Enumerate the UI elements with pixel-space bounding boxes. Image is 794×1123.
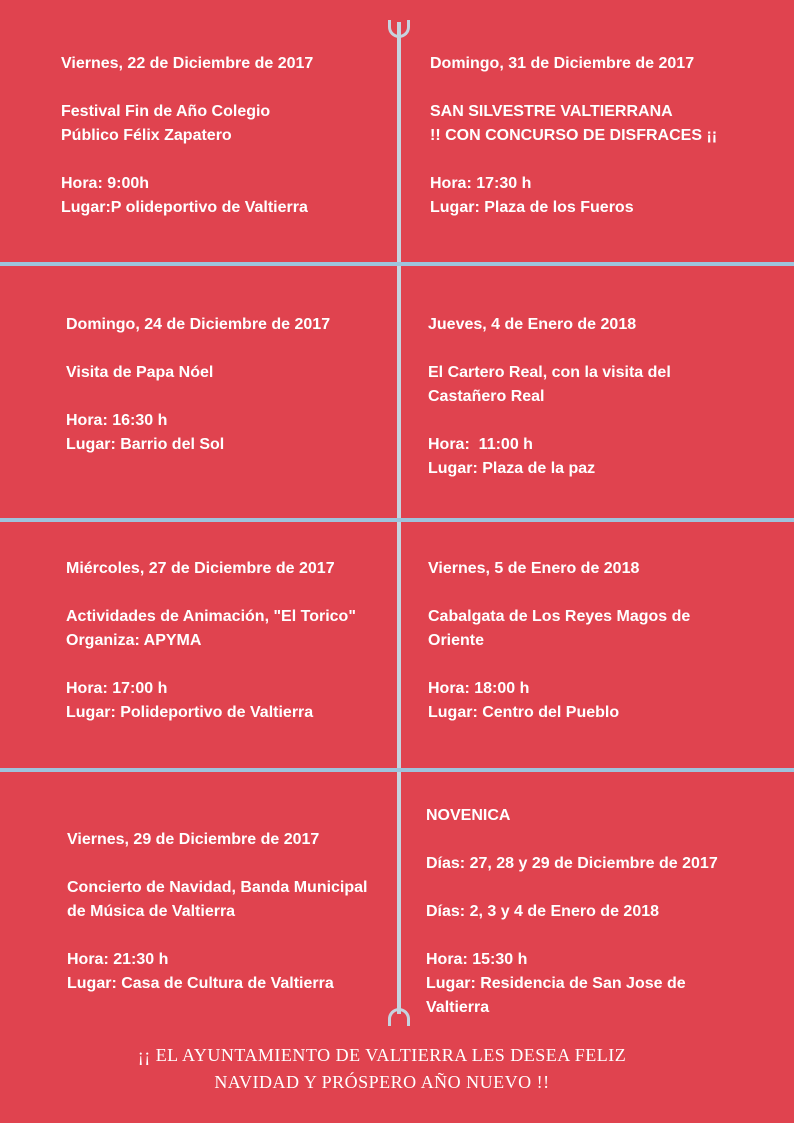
event-card bbox=[428, 313, 671, 481]
event-title: Actividades de Animación, "El Torico" bbox=[66, 608, 356, 625]
event-time: Hora: 11:00 h bbox=[428, 436, 533, 453]
event-time: Hora: 9:00h bbox=[61, 175, 150, 192]
event-time: Hora: 17:00 h bbox=[66, 680, 168, 697]
novena-days: Días: 27, 28 y 29 de Diciembre de 2017 bbox=[426, 855, 718, 872]
event-place: Lugar: Polideportivo de Valtierra bbox=[66, 704, 314, 721]
event-title: Público Félix Zapatero bbox=[61, 127, 232, 144]
event-title: Festival Fin de Año Colegio bbox=[61, 103, 271, 120]
event-card bbox=[428, 557, 690, 725]
event-title: !! CON CONCURSO DE DISFRACES ¡¡ bbox=[430, 127, 718, 144]
event-title: Cabalgata de Los Reyes Magos de bbox=[428, 608, 691, 625]
greeting-line: NAVIDAD Y PRÓSPERO AÑO NUEVO !! bbox=[214, 1072, 550, 1092]
event-time: Hora: 21:30 h bbox=[67, 951, 169, 968]
row-divider bbox=[0, 768, 794, 772]
event-place: Lugar: Centro del Pueblo bbox=[428, 704, 620, 721]
event-card bbox=[66, 313, 330, 457]
timeline-bottom-hook bbox=[388, 1008, 410, 1026]
event-date: Miércoles, 27 de Diciembre de 2017 bbox=[66, 560, 335, 577]
event-title: Castañero Real bbox=[428, 388, 545, 405]
timeline-top-hook bbox=[388, 20, 410, 38]
event-place: Lugar: Plaza de la paz bbox=[428, 460, 596, 477]
event-date: Domingo, 24 de Diciembre de 2017 bbox=[66, 316, 331, 333]
event-place: Lugar:P olideportivo de Valtierra bbox=[61, 199, 308, 216]
event-title: de Música de Valtierra bbox=[67, 903, 236, 920]
event-date: Viernes, 5 de Enero de 2018 bbox=[428, 560, 640, 577]
event-date: Jueves, 4 de Enero de 2018 bbox=[428, 316, 637, 333]
event-time: Hora: 17:30 h bbox=[430, 175, 532, 192]
event-title: El Cartero Real, con la visita del bbox=[428, 364, 671, 381]
event-date: Viernes, 29 de Diciembre de 2017 bbox=[67, 831, 320, 848]
event-date: Viernes, 22 de Diciembre de 2017 bbox=[61, 55, 314, 72]
event-card bbox=[61, 52, 313, 220]
greeting-footer bbox=[0, 1042, 794, 1096]
event-date: Domingo, 31 de Diciembre de 2017 bbox=[430, 55, 695, 72]
event-time: Hora: 16:30 h bbox=[66, 412, 168, 429]
event-title: Visita de Papa Nóel bbox=[66, 364, 214, 381]
event-place: Lugar: Plaza de los Fueros bbox=[430, 199, 634, 216]
novena-title: NOVENICA bbox=[426, 807, 511, 824]
event-place: Lugar: Barrio del Sol bbox=[66, 436, 225, 453]
novena-days: Días: 2, 3 y 4 de Enero de 2018 bbox=[426, 903, 660, 920]
event-title: Concierto de Navidad, Banda Municipal bbox=[67, 879, 368, 896]
greeting-line: ¡¡ EL AYUNTAMIENTO DE VALTIERRA LES DESEA FELIZ bbox=[137, 1045, 627, 1065]
event-title: Oriente bbox=[428, 632, 485, 649]
event-title: SAN SILVESTRE VALTIERRANA bbox=[430, 103, 673, 120]
row-divider bbox=[0, 262, 794, 266]
event-card bbox=[66, 557, 356, 725]
event-card bbox=[430, 52, 717, 220]
event-place: Lugar: Casa de Cultura de Valtierra bbox=[67, 975, 334, 992]
event-title: Organiza: APYMA bbox=[66, 632, 202, 649]
novena-card bbox=[426, 804, 718, 1020]
novena-place: Valtierra bbox=[426, 999, 490, 1016]
event-time: Hora: 18:00 h bbox=[428, 680, 530, 697]
row-divider bbox=[0, 518, 794, 522]
novena-time: Hora: 15:30 h bbox=[426, 951, 528, 968]
event-card bbox=[67, 828, 368, 996]
novena-place: Lugar: Residencia de San Jose de bbox=[426, 975, 686, 992]
